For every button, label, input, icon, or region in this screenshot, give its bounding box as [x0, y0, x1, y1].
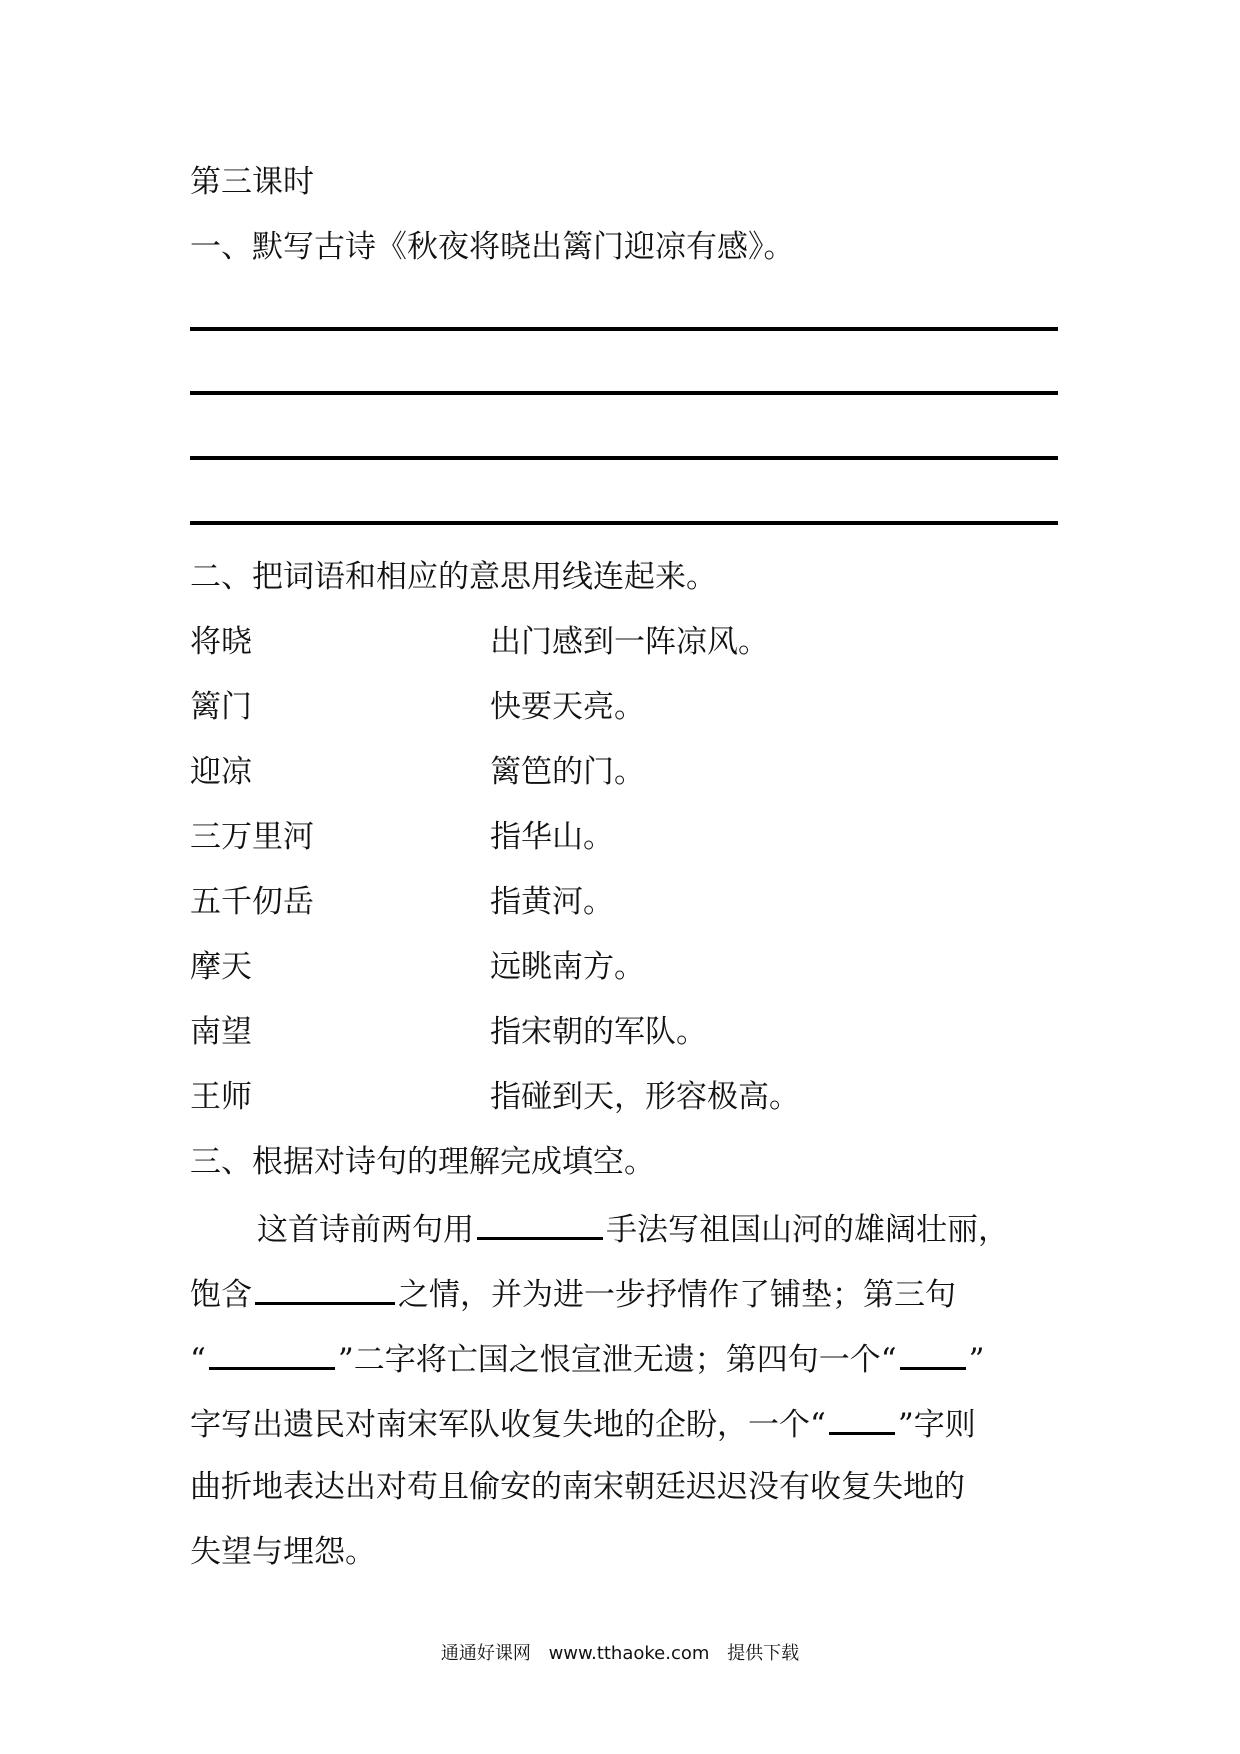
word-item: 迎凉 [190, 754, 252, 790]
meaning-item: 指黄河。 [490, 884, 614, 920]
meaning-item: 远眺南方。 [490, 949, 645, 985]
fill-blank-4[interactable] [900, 1337, 966, 1370]
q2-heading: 二、把词语和相应的意思用线连起来。 [190, 559, 717, 595]
answer-line-4 [190, 521, 1058, 525]
word-item: 南望 [190, 1014, 252, 1050]
word-item: 摩天 [190, 949, 252, 985]
lesson-title: 第三课时 [190, 164, 314, 200]
answer-line-1 [190, 327, 1058, 331]
fill-paragraph-line-4 [190, 1402, 976, 1445]
fill-paragraph-line-3 [190, 1337, 984, 1380]
paragraph-text: 手法写祖国山河的雄阔壮丽， [606, 1212, 1009, 1248]
word-item: 五千仞岳 [190, 884, 314, 920]
paragraph-text: ”字则 [897, 1407, 976, 1443]
word-item: 将晓 [190, 624, 252, 660]
meaning-item: 指华山。 [490, 819, 614, 855]
paragraph-text: ”二字将亡国之恨宣泄无遗；第四句一个“ [337, 1342, 897, 1378]
fill-blank-5[interactable] [829, 1402, 895, 1435]
paragraph-text: ” [968, 1342, 985, 1378]
meaning-item: 篱笆的门。 [490, 754, 645, 790]
meaning-item: 快要天亮。 [490, 689, 645, 725]
fill-paragraph-line-6: 失望与埋怨。 [190, 1534, 376, 1570]
page-footer [0, 1642, 1240, 1666]
fill-paragraph-line-2 [190, 1272, 956, 1315]
paragraph-text: 字写出遗民对南宋军队收复失地的企盼，一个“ [190, 1407, 826, 1443]
fill-blank-1[interactable] [477, 1207, 603, 1240]
word-item: 篱门 [190, 689, 252, 725]
word-item: 王师 [190, 1079, 252, 1115]
answer-line-3 [190, 456, 1058, 460]
footer-site-name: 通通好课网 [440, 1643, 531, 1664]
footer-url[interactable]: www.tthaoke.com [548, 1643, 710, 1664]
paragraph-text: “ [190, 1342, 206, 1378]
answer-line-2 [190, 391, 1058, 395]
footer-suffix: 提供下载 [727, 1643, 800, 1664]
fill-blank-2[interactable] [255, 1272, 395, 1305]
paragraph-text: 饱含 [190, 1277, 252, 1313]
word-item: 三万里河 [190, 819, 314, 855]
meaning-item: 指碰到天，形容极高。 [490, 1079, 800, 1115]
meaning-item: 指宋朝的军队。 [490, 1014, 707, 1050]
paragraph-text: 之情，并为进一步抒情作了铺垫；第三句 [398, 1277, 956, 1313]
paragraph-text: 这首诗前两句用 [257, 1212, 474, 1248]
fill-paragraph-line-5: 曲折地表达出对苟且偷安的南宋朝廷迟迟没有收复失地的 [190, 1469, 965, 1505]
q1-heading: 一、默写古诗《秋夜将晓出篱门迎凉有感》。 [190, 229, 795, 265]
q3-heading: 三、根据对诗句的理解完成填空。 [190, 1144, 655, 1180]
meaning-item: 出门感到一阵凉风。 [490, 624, 769, 660]
fill-paragraph-line-1 [257, 1207, 1009, 1250]
fill-blank-3[interactable] [209, 1337, 335, 1370]
